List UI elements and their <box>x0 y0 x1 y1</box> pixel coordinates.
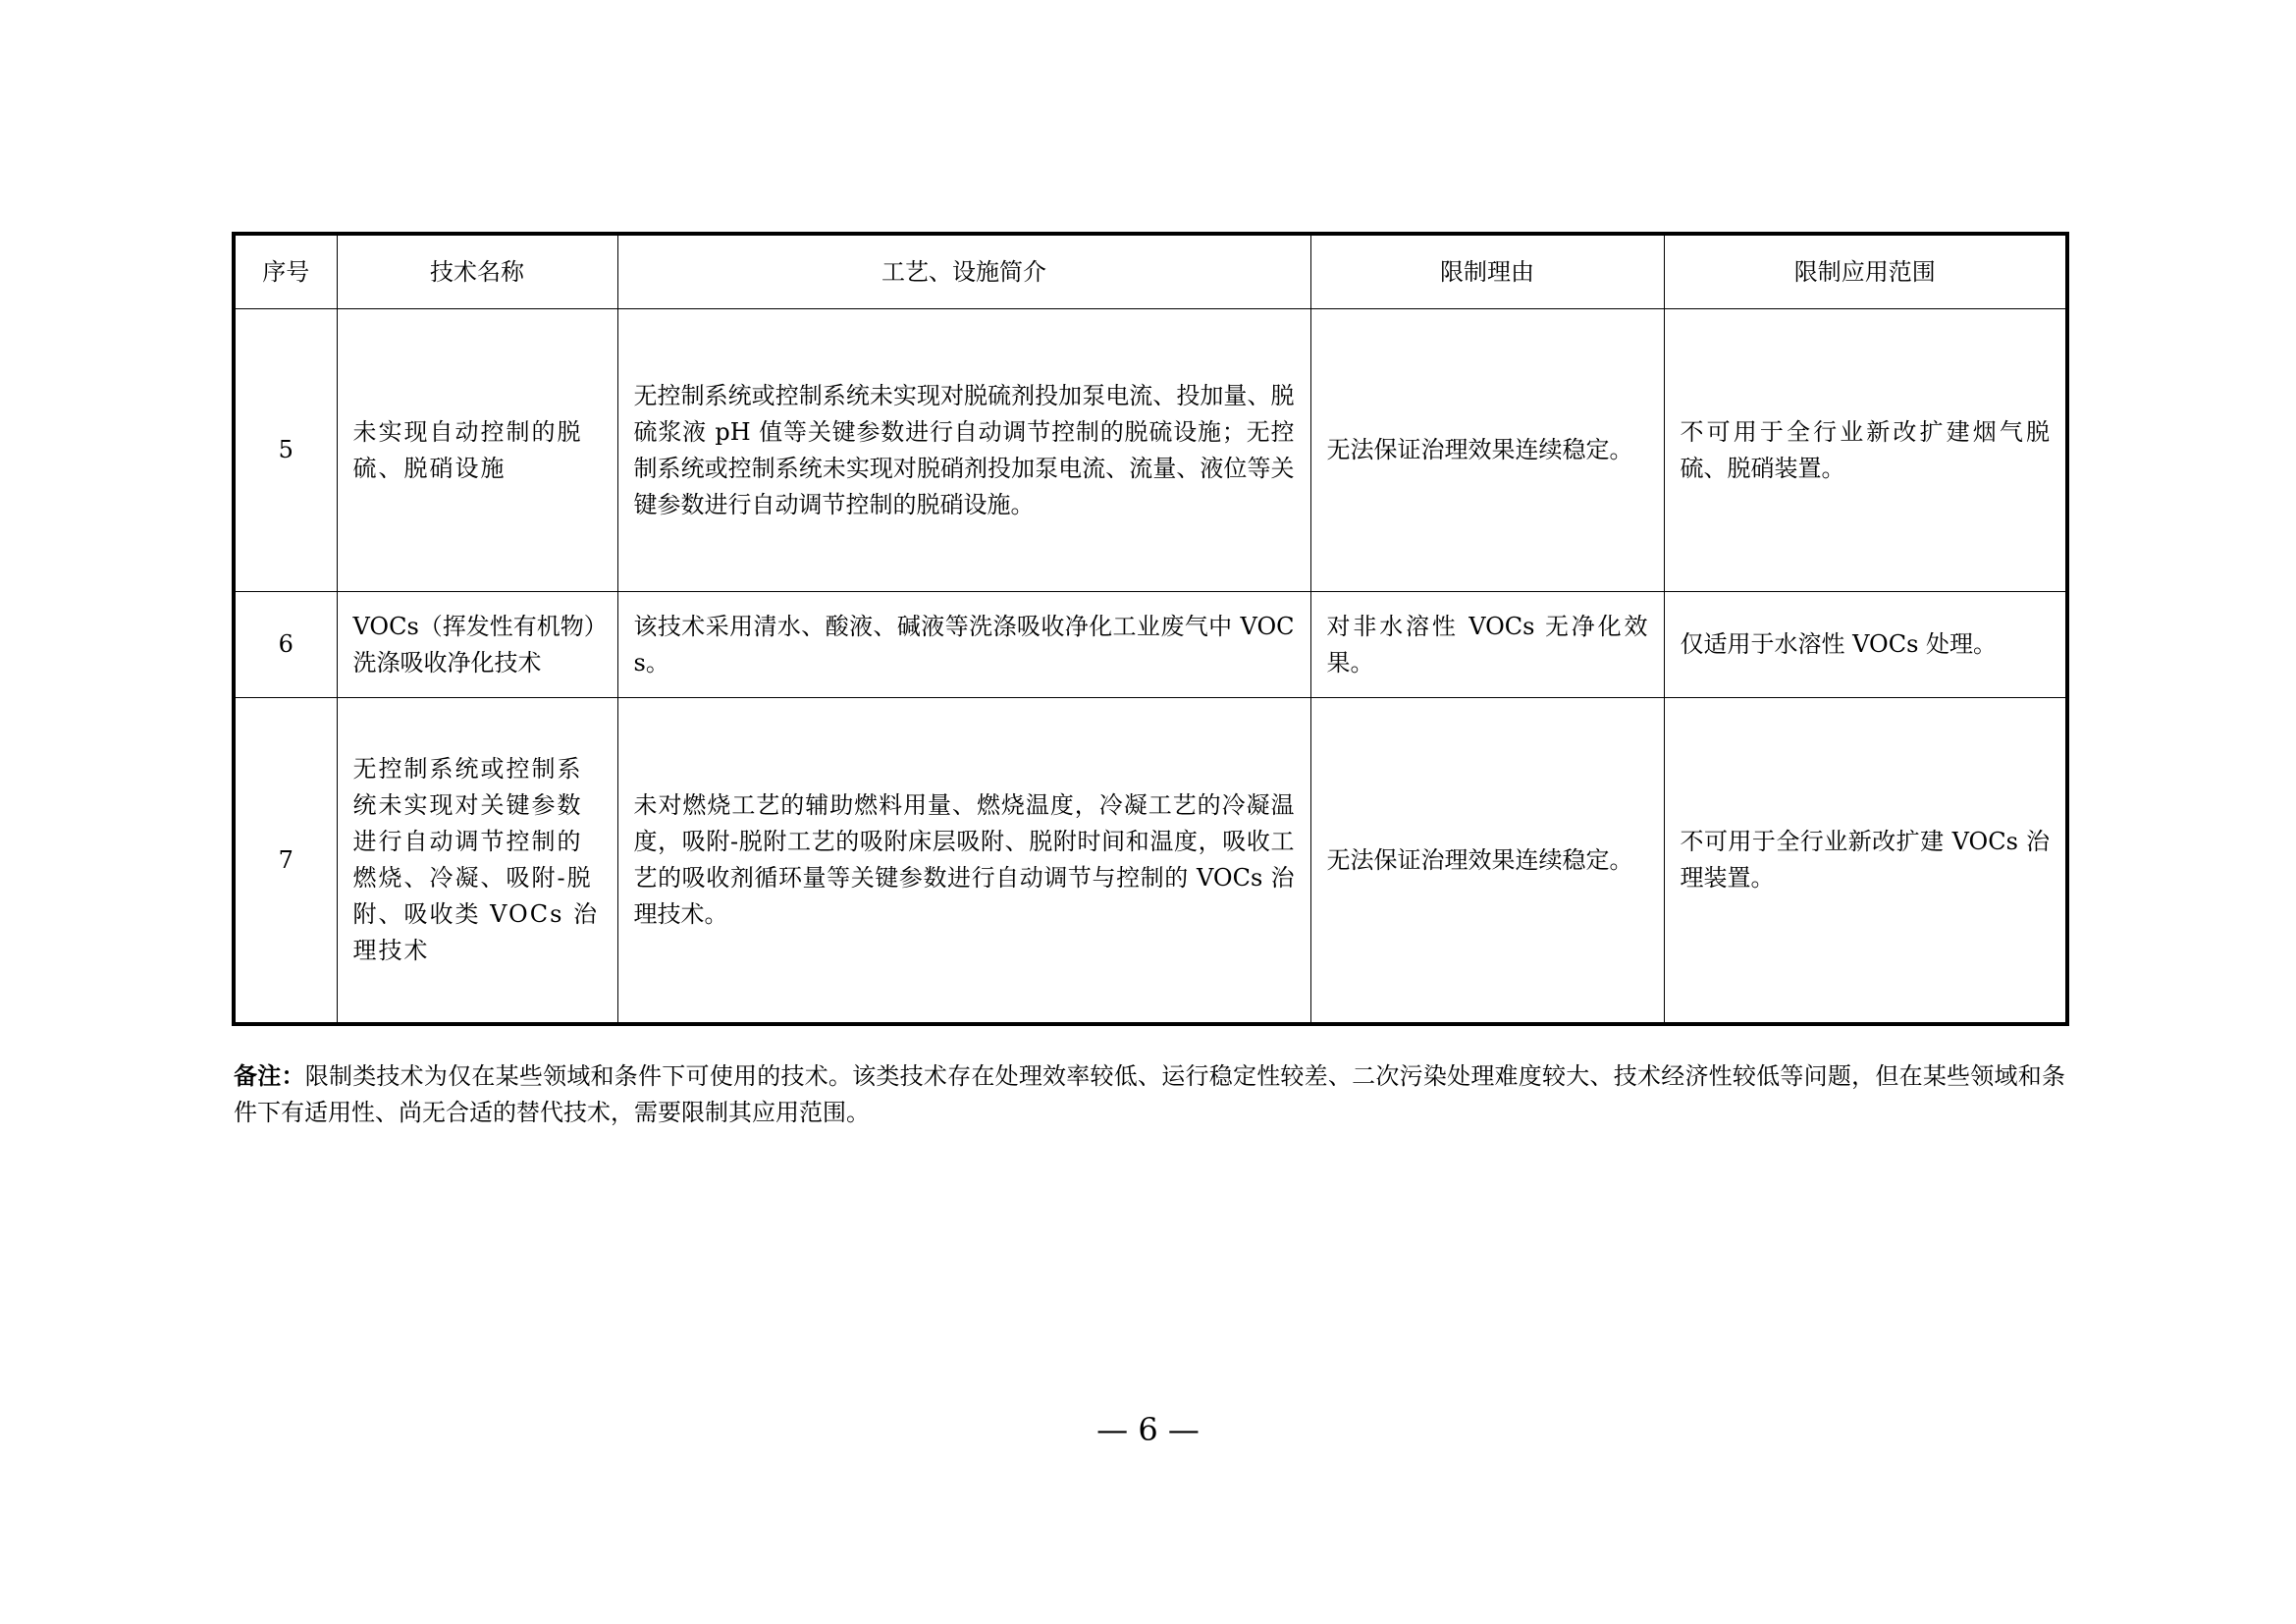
footnote-text: 限制类技术为仅在某些领域和条件下可使用的技术。该类技术存在处理效率较低、运行稳定性较差、二次污染处理难度较大、技术经济性较低等问题，但在某些领域和条件下有适用性、尚无合适的替代技术，需要限制其应用范围。 <box>234 1062 2066 1126</box>
cell-restriction-reason: 无法保证治理效果连续稳定。 <box>1310 309 1664 592</box>
header-process-description: 工艺、设施简介 <box>617 234 1310 309</box>
cell-serial-number: 6 <box>234 592 337 698</box>
cell-restricted-scope: 不可用于全行业新改扩建 VOCs 治理装置。 <box>1664 698 2067 1025</box>
footnote-label: 备注： <box>234 1062 305 1090</box>
table-header-row <box>234 234 2067 309</box>
cell-technology-name: VOCs（挥发性有机物）洗涤吸收净化技术 <box>337 592 617 698</box>
header-technology-name: 技术名称 <box>337 234 617 309</box>
cell-serial-number: 7 <box>234 698 337 1025</box>
cell-restricted-scope: 仅适用于水溶性 VOCs 处理。 <box>1664 592 2067 698</box>
cell-restricted-scope: 不可用于全行业新改扩建烟气脱硫、脱硝装置。 <box>1664 309 2067 592</box>
cell-process-description: 未对燃烧工艺的辅助燃料用量、燃烧温度，冷凝工艺的冷凝温度，吸附-脱附工艺的吸附床层吸附、脱附时间和温度，吸收工艺的吸收剂循环量等关键参数进行自动调节与控制的 VOCs 治理技术。 <box>617 698 1310 1025</box>
table-row <box>234 592 2067 698</box>
cell-process-description: 该技术采用清水、酸液、碱液等洗涤吸收净化工业废气中 VOCs。 <box>617 592 1310 698</box>
table-row <box>234 698 2067 1025</box>
header-restricted-scope: 限制应用范围 <box>1664 234 2067 309</box>
header-restriction-reason: 限制理由 <box>1310 234 1664 309</box>
cell-restriction-reason: 无法保证治理效果连续稳定。 <box>1310 698 1664 1025</box>
cell-technology-name: 无控制系统或控制系统未实现对关键参数进行自动调节控制的燃烧、冷凝、吸附-脱附、吸收类 VOCs 治理技术 <box>337 698 617 1025</box>
cell-process-description: 无控制系统或控制系统未实现对脱硫剂投加泵电流、投加量、脱硫浆液 pH 值等关键参数进行自动调节控制的脱硫设施；无控制系统或控制系统未实现对脱硝剂投加泵电流、流量、液位等关键参数进行自动调节控制的脱硝设施。 <box>617 309 1310 592</box>
cell-serial-number: 5 <box>234 309 337 592</box>
header-serial-number: 序号 <box>234 234 337 309</box>
cell-technology-name: 未实现自动控制的脱硫、脱硝设施 <box>337 309 617 592</box>
cell-restriction-reason: 对非水溶性 VOCs 无净化效果。 <box>1310 592 1664 698</box>
table-footnote <box>234 1058 2065 1131</box>
page-number: — 6 — <box>1096 1411 1200 1448</box>
restricted-technology-table <box>232 232 2069 1026</box>
table-row <box>234 309 2067 592</box>
